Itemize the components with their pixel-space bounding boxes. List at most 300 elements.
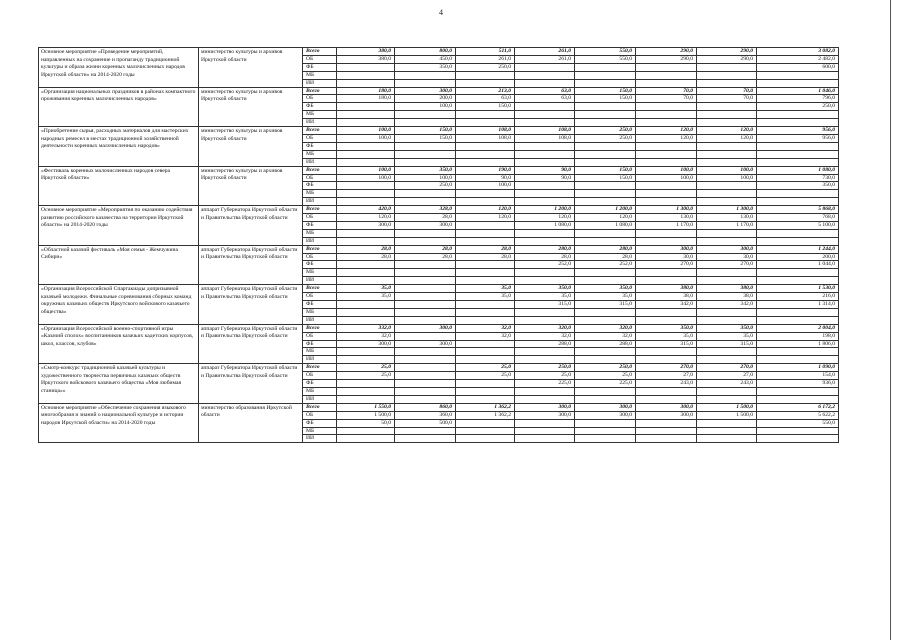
total-value-cell: 1 090,0 <box>757 364 839 372</box>
total-value-cell: 600,0 <box>757 63 839 71</box>
year-value-cell <box>395 277 456 285</box>
total-value-cell: 956,0 <box>757 134 839 142</box>
year-value-cell <box>395 380 456 388</box>
year-value-cell: 300,0 <box>337 340 395 348</box>
year-value-cell <box>575 348 636 356</box>
total-value-cell <box>757 348 839 356</box>
year-value-cell <box>697 182 757 190</box>
year-value-cell: 130,0 <box>697 214 757 222</box>
total-value-cell <box>757 308 839 316</box>
executor-cell: аппарат Губернатора Иркутской области и Правительства Иркутской области <box>199 206 303 246</box>
year-value-cell <box>636 229 697 237</box>
total-value-cell: 216,0 <box>757 293 839 301</box>
year-value-cell <box>456 190 515 198</box>
year-value-cell <box>515 79 575 87</box>
funding-source-cell: ОБ <box>303 411 337 419</box>
year-value-cell <box>456 340 515 348</box>
year-value-cell: 261,0 <box>456 55 515 63</box>
year-value-cell: 1 200,0 <box>575 206 636 214</box>
year-value-cell: 100,0 <box>337 134 395 142</box>
funding-source-cell: ИИ <box>303 277 337 285</box>
year-value-cell <box>515 150 575 158</box>
year-value-cell <box>636 316 697 324</box>
funding-source-cell: ОБ <box>303 372 337 380</box>
year-value-cell <box>456 395 515 403</box>
total-value-cell <box>757 119 839 127</box>
year-value-cell <box>636 237 697 245</box>
year-value-cell: 25,0 <box>456 364 515 372</box>
funding-source-cell: ОБ <box>303 95 337 103</box>
total-value-cell: 154,0 <box>757 372 839 380</box>
year-value-cell: 1 080,0 <box>515 221 575 229</box>
funding-source-cell: ИИ <box>303 237 337 245</box>
year-value-cell <box>337 395 395 403</box>
funding-source-cell: ФБ <box>303 182 337 190</box>
year-value-cell <box>636 103 697 111</box>
total-value-cell: 198,0 <box>757 332 839 340</box>
total-value-cell <box>757 435 839 443</box>
year-value-cell <box>456 380 515 388</box>
year-value-cell <box>395 293 456 301</box>
year-value-cell: 342,0 <box>636 301 697 309</box>
table-row <box>39 364 839 372</box>
total-value-cell: 956,0 <box>757 127 839 135</box>
funding-source-cell: Всего <box>303 324 337 332</box>
year-value-cell: 315,0 <box>515 301 575 309</box>
total-value-cell: 200,0 <box>757 253 839 261</box>
year-value-cell: 120,0 <box>575 214 636 222</box>
year-value-cell: 270,0 <box>697 261 757 269</box>
year-value-cell: 280,0 <box>575 245 636 253</box>
budget-table-container <box>38 47 839 443</box>
year-value-cell <box>697 71 757 79</box>
year-value-cell: 300,0 <box>636 411 697 419</box>
year-value-cell <box>456 277 515 285</box>
executor-cell: министерство образования Иркутской области <box>199 403 303 443</box>
year-value-cell <box>337 308 395 316</box>
year-value-cell: 1 500,0 <box>697 403 757 411</box>
funding-source-cell: ФБ <box>303 103 337 111</box>
total-value-cell: 5 868,0 <box>757 206 839 214</box>
activity-name-cell: Основное мероприятие «Обеспечение сохранения языкового многообразия и знаний о национальной культуре и истории народов Иркутской области» на 2014-2020 годы <box>39 403 199 443</box>
year-value-cell <box>636 71 697 79</box>
total-value-cell: 1 314,0 <box>757 301 839 309</box>
year-value-cell <box>515 435 575 443</box>
executor-cell: аппарат Губернатора Иркутской области и Правительства Иркутской области <box>199 324 303 364</box>
year-value-cell: 90,0 <box>515 166 575 174</box>
total-value-cell <box>757 356 839 364</box>
total-value-cell: 1 044,0 <box>757 261 839 269</box>
year-value-cell: 120,0 <box>515 214 575 222</box>
funding-source-cell: ИИ <box>303 79 337 87</box>
year-value-cell: 300,0 <box>395 324 456 332</box>
funding-source-cell: МБ <box>303 308 337 316</box>
year-value-cell: 28,0 <box>395 214 456 222</box>
year-value-cell: 315,0 <box>697 340 757 348</box>
funding-source-cell: Всего <box>303 364 337 372</box>
total-value-cell <box>757 142 839 150</box>
year-value-cell: 38,0 <box>636 293 697 301</box>
year-value-cell: 250,0 <box>395 182 456 190</box>
total-value-cell: 1 244,0 <box>757 245 839 253</box>
year-value-cell: 1 170,0 <box>636 221 697 229</box>
year-value-cell: 50,0 <box>337 419 395 427</box>
total-value-cell: 730,0 <box>757 174 839 182</box>
year-value-cell: 288,0 <box>575 340 636 348</box>
year-value-cell <box>337 198 395 206</box>
year-value-cell: 180,0 <box>337 95 395 103</box>
table-row <box>39 403 839 411</box>
activity-name-cell: «Приобретение сырья, расходных материалов для мастерских народных ремесел в местах традиционной хозяйственной деятельности коренных малочисленных народов» <box>39 127 199 167</box>
funding-source-cell: ФБ <box>303 301 337 309</box>
year-value-cell: 25,0 <box>456 372 515 380</box>
year-value-cell: 35,0 <box>456 293 515 301</box>
table-row <box>39 87 839 95</box>
budget-table-body <box>39 48 839 443</box>
total-value-cell: 550,0 <box>757 419 839 427</box>
year-value-cell <box>395 348 456 356</box>
year-value-cell <box>636 63 697 71</box>
year-value-cell <box>395 308 456 316</box>
funding-source-cell: Всего <box>303 206 337 214</box>
year-value-cell: 332,0 <box>337 324 395 332</box>
year-value-cell: 1 362,2 <box>456 403 515 411</box>
funding-source-cell: ФБ <box>303 221 337 229</box>
year-value-cell <box>636 150 697 158</box>
year-value-cell: 261,0 <box>515 55 575 63</box>
funding-source-cell: ОБ <box>303 214 337 222</box>
year-value-cell <box>337 269 395 277</box>
year-value-cell: 342,0 <box>697 301 757 309</box>
year-value-cell: 90,0 <box>515 174 575 182</box>
year-value-cell <box>456 79 515 87</box>
year-value-cell: 420,0 <box>337 206 395 214</box>
year-value-cell: 800,0 <box>395 48 456 56</box>
year-value-cell: 300,0 <box>337 221 395 229</box>
year-value-cell <box>575 142 636 150</box>
year-value-cell: 32,0 <box>456 324 515 332</box>
year-value-cell: 252,0 <box>575 261 636 269</box>
year-value-cell <box>456 221 515 229</box>
year-value-cell <box>697 237 757 245</box>
activity-name-cell: «Организация Всероссийской военно-спортивной игры «Казачий сполох» воспитанников казачьих кадетских корпусов, школ, классов, клубов» <box>39 324 199 364</box>
year-value-cell: 32,0 <box>456 332 515 340</box>
year-value-cell <box>337 229 395 237</box>
year-value-cell <box>697 308 757 316</box>
activity-name-cell: «Организация национальных праздников в районах компактного проживания коренных малочисленных народов» <box>39 87 199 127</box>
year-value-cell <box>395 158 456 166</box>
year-value-cell <box>337 158 395 166</box>
year-value-cell <box>636 190 697 198</box>
year-value-cell: 250,0 <box>575 134 636 142</box>
year-value-cell: 380,0 <box>636 285 697 293</box>
total-value-cell: 1 046,0 <box>757 87 839 95</box>
executor-cell: министерство культуры и архивов Иркутской области <box>199 48 303 88</box>
year-value-cell <box>636 182 697 190</box>
executor-cell: министерство культуры и архивов Иркутской области <box>199 127 303 167</box>
year-value-cell <box>697 150 757 158</box>
year-value-cell <box>515 348 575 356</box>
year-value-cell <box>515 427 575 435</box>
year-value-cell: 70,0 <box>636 87 697 95</box>
year-value-cell: 1 550,0 <box>337 403 395 411</box>
year-value-cell <box>515 63 575 71</box>
total-value-cell <box>757 111 839 119</box>
year-value-cell: 28,0 <box>395 253 456 261</box>
year-value-cell <box>575 79 636 87</box>
activity-name-cell: «Организация Всероссийской Спартакиады допризывной казачьей молодежи. Финальные соревнования сборных команд окружных казачьих обществ Иркутского войскового казачьего общества» <box>39 285 199 325</box>
year-value-cell: 1 300,0 <box>697 206 757 214</box>
year-value-cell <box>456 119 515 127</box>
year-value-cell <box>636 348 697 356</box>
funding-source-cell: МБ <box>303 427 337 435</box>
year-value-cell <box>575 237 636 245</box>
year-value-cell: 35,0 <box>636 332 697 340</box>
activity-name-cell: «Смотр-конкурс традиционной казачьей культуры и художественного творчества первичных казачьих обществ Иркутского войскового казачьего общества «Моя любимая станица»» <box>39 364 199 404</box>
year-value-cell <box>636 277 697 285</box>
year-value-cell: 550,0 <box>575 55 636 63</box>
total-value-cell: 2 482,0 <box>757 55 839 63</box>
total-value-cell <box>757 387 839 395</box>
year-value-cell: 38,0 <box>697 293 757 301</box>
year-value-cell: 290,0 <box>697 55 757 63</box>
year-value-cell: 63,0 <box>515 95 575 103</box>
year-value-cell: 30,0 <box>697 253 757 261</box>
year-value-cell: 35,0 <box>697 332 757 340</box>
year-value-cell: 380,0 <box>697 285 757 293</box>
year-value-cell <box>697 198 757 206</box>
year-value-cell: 225,0 <box>575 380 636 388</box>
year-value-cell <box>456 308 515 316</box>
year-value-cell: 500,0 <box>395 419 456 427</box>
year-value-cell: 300,0 <box>395 221 456 229</box>
year-value-cell <box>337 348 395 356</box>
year-value-cell <box>395 332 456 340</box>
year-value-cell <box>395 364 456 372</box>
year-value-cell <box>697 435 757 443</box>
year-value-cell: 250,0 <box>456 63 515 71</box>
year-value-cell <box>456 427 515 435</box>
year-value-cell <box>575 198 636 206</box>
total-value-cell <box>757 190 839 198</box>
year-value-cell <box>337 182 395 190</box>
year-value-cell: 315,0 <box>575 301 636 309</box>
year-value-cell: 25,0 <box>515 372 575 380</box>
year-value-cell <box>697 277 757 285</box>
year-value-cell: 1 500,0 <box>337 411 395 419</box>
year-value-cell: 300,0 <box>575 411 636 419</box>
year-value-cell <box>456 269 515 277</box>
total-value-cell <box>757 427 839 435</box>
funding-source-cell: ОБ <box>303 253 337 261</box>
funding-source-cell: ИИ <box>303 435 337 443</box>
total-value-cell: 5 622,2 <box>757 411 839 419</box>
year-value-cell: 120,0 <box>697 134 757 142</box>
year-value-cell <box>456 387 515 395</box>
table-row <box>39 285 839 293</box>
year-value-cell <box>337 190 395 198</box>
year-value-cell <box>395 111 456 119</box>
year-value-cell <box>515 119 575 127</box>
year-value-cell <box>337 71 395 79</box>
year-value-cell <box>515 419 575 427</box>
year-value-cell: 28,0 <box>456 253 515 261</box>
year-value-cell <box>395 229 456 237</box>
year-value-cell <box>337 261 395 269</box>
year-value-cell: 100,0 <box>395 174 456 182</box>
year-value-cell <box>697 419 757 427</box>
year-value-cell <box>636 119 697 127</box>
year-value-cell <box>515 71 575 79</box>
year-value-cell: 300,0 <box>395 340 456 348</box>
year-value-cell <box>395 269 456 277</box>
year-value-cell <box>697 348 757 356</box>
table-row <box>39 48 839 56</box>
year-value-cell <box>515 237 575 245</box>
year-value-cell <box>575 158 636 166</box>
year-value-cell: 32,0 <box>575 332 636 340</box>
total-value-cell <box>757 395 839 403</box>
funding-source-cell: МБ <box>303 269 337 277</box>
year-value-cell <box>697 111 757 119</box>
funding-source-cell: ИИ <box>303 316 337 324</box>
year-value-cell: 108,0 <box>515 127 575 135</box>
total-value-cell: 1 806,0 <box>757 340 839 348</box>
year-value-cell: 120,0 <box>636 127 697 135</box>
year-value-cell: 150,0 <box>575 166 636 174</box>
year-value-cell: 28,0 <box>395 245 456 253</box>
year-value-cell: 150,0 <box>575 174 636 182</box>
year-value-cell: 261,0 <box>515 48 575 56</box>
year-value-cell: 550,0 <box>575 48 636 56</box>
year-value-cell: 350,0 <box>515 285 575 293</box>
year-value-cell <box>395 71 456 79</box>
year-value-cell <box>697 63 757 71</box>
year-value-cell: 108,0 <box>456 134 515 142</box>
year-value-cell <box>636 198 697 206</box>
year-value-cell: 100,0 <box>636 174 697 182</box>
executor-cell: министерство культуры и архивов Иркутской области <box>199 166 303 206</box>
year-value-cell: 150,0 <box>395 127 456 135</box>
year-value-cell: 380,0 <box>337 55 395 63</box>
year-value-cell <box>515 356 575 364</box>
year-value-cell <box>636 395 697 403</box>
funding-source-cell: ФБ <box>303 63 337 71</box>
year-value-cell <box>395 387 456 395</box>
year-value-cell <box>515 316 575 324</box>
year-value-cell: 120,0 <box>456 206 515 214</box>
year-value-cell <box>337 387 395 395</box>
year-value-cell <box>697 269 757 277</box>
year-value-cell: 120,0 <box>636 134 697 142</box>
year-value-cell <box>697 229 757 237</box>
year-value-cell: 100,0 <box>636 166 697 174</box>
year-value-cell: 350,0 <box>395 63 456 71</box>
year-value-cell: 250,0 <box>575 127 636 135</box>
year-value-cell <box>575 111 636 119</box>
year-value-cell <box>515 142 575 150</box>
year-value-cell <box>575 150 636 158</box>
year-value-cell <box>636 435 697 443</box>
total-value-cell <box>757 198 839 206</box>
year-value-cell <box>337 150 395 158</box>
funding-source-cell: Всего <box>303 127 337 135</box>
year-value-cell <box>697 142 757 150</box>
page-edge-line <box>890 0 891 640</box>
year-value-cell: 243,0 <box>636 380 697 388</box>
year-value-cell <box>395 372 456 380</box>
year-value-cell <box>456 316 515 324</box>
year-value-cell: 300,0 <box>575 403 636 411</box>
year-value-cell: 250,0 <box>515 364 575 372</box>
year-value-cell: 860,0 <box>395 403 456 411</box>
year-value-cell <box>456 229 515 237</box>
year-value-cell <box>515 111 575 119</box>
year-value-cell <box>395 261 456 269</box>
year-value-cell: 70,0 <box>697 87 757 95</box>
funding-source-cell: ОБ <box>303 134 337 142</box>
year-value-cell <box>456 301 515 309</box>
year-value-cell <box>337 103 395 111</box>
year-value-cell: 100,0 <box>697 174 757 182</box>
year-value-cell: 150,0 <box>395 134 456 142</box>
year-value-cell: 290,0 <box>636 48 697 56</box>
funding-source-cell: Всего <box>303 87 337 95</box>
year-value-cell: 450,0 <box>395 55 456 63</box>
year-value-cell: 180,0 <box>337 87 395 95</box>
year-value-cell <box>456 150 515 158</box>
year-value-cell: 120,0 <box>456 214 515 222</box>
funding-source-cell: МБ <box>303 348 337 356</box>
year-value-cell: 213,0 <box>456 87 515 95</box>
funding-source-cell: ИИ <box>303 119 337 127</box>
year-value-cell <box>337 380 395 388</box>
funding-source-cell: МБ <box>303 111 337 119</box>
year-value-cell: 63,0 <box>515 87 575 95</box>
year-value-cell <box>575 103 636 111</box>
year-value-cell: 150,0 <box>575 95 636 103</box>
year-value-cell <box>395 301 456 309</box>
year-value-cell: 100,0 <box>337 174 395 182</box>
funding-source-cell: Всего <box>303 245 337 253</box>
year-value-cell <box>456 261 515 269</box>
year-value-cell <box>575 308 636 316</box>
year-value-cell <box>575 63 636 71</box>
year-value-cell: 511,0 <box>456 48 515 56</box>
year-value-cell <box>337 277 395 285</box>
funding-source-cell: МБ <box>303 190 337 198</box>
year-value-cell <box>515 198 575 206</box>
year-value-cell <box>515 158 575 166</box>
funding-source-cell: Всего <box>303 48 337 56</box>
year-value-cell <box>636 419 697 427</box>
year-value-cell: 35,0 <box>456 285 515 293</box>
funding-source-cell: ИИ <box>303 395 337 403</box>
total-value-cell: 250,0 <box>757 103 839 111</box>
year-value-cell: 252,0 <box>515 261 575 269</box>
year-value-cell: 120,0 <box>697 127 757 135</box>
funding-source-cell: ФБ <box>303 340 337 348</box>
year-value-cell <box>337 237 395 245</box>
year-value-cell: 380,0 <box>337 48 395 56</box>
total-value-cell <box>757 158 839 166</box>
year-value-cell: 350,0 <box>636 324 697 332</box>
year-value-cell <box>395 237 456 245</box>
total-value-cell: 5 100,0 <box>757 221 839 229</box>
year-value-cell <box>395 79 456 87</box>
year-value-cell <box>575 190 636 198</box>
total-value-cell <box>757 71 839 79</box>
